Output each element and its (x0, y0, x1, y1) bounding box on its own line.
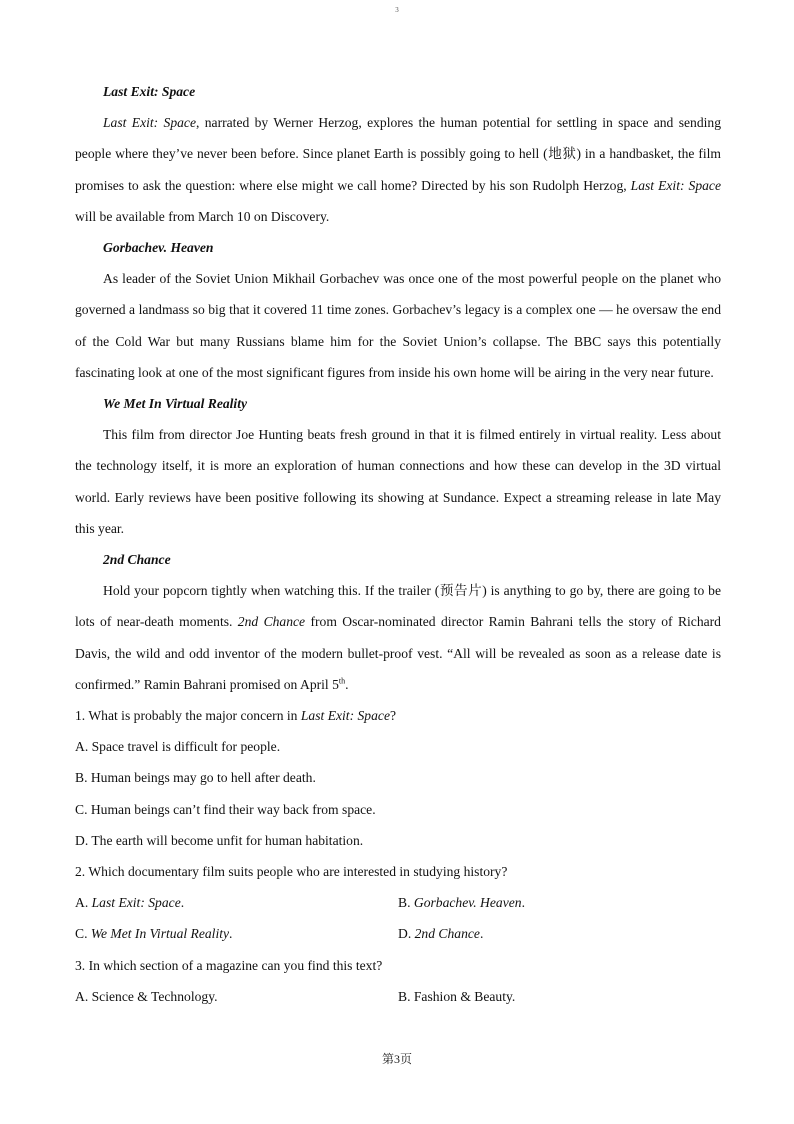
section-body-we-met-in-virtual-reality: This film from director Joe Hunting beats fresh ground in that it is filmed entirely in virtual reality. Less about the technology itself, it is more an exploration of human connections and how these can develop in the 3D virtual world. Early reviews have been positive following its showing at Sundance. Expect a streaming release in late May this year. (75, 427, 721, 536)
question-2-options-row-2 (75, 918, 721, 949)
option-letter: D. (398, 926, 415, 942)
section-body-gorbachev-heaven: As leader of the Soviet Union Mikhail Gorbachev was once one of the most powerful people on the planet who governed a landmass so big that it covered 11 time zones. Gorbachev’s legacy is a complex one — he oversaw the end of the Cold War but many Russians blame him for the Soviet Union’s collapse. The BBC says this potentially fascinating look at one of the most significant figures from inside his own home will be airing in the very near future. (75, 271, 721, 380)
section-title-2nd-chance: 2nd Chance (103, 552, 171, 568)
question-text: ? (389, 708, 397, 724)
question-2-option-c[interactable] (75, 918, 398, 949)
option-film-title: 2nd Chance (414, 926, 480, 942)
document-content (75, 76, 721, 1012)
body-text: Hold your popcorn tightly when watching this. If the trailer (预告片) is anything to go by, there are going to be lots of near-death moments. (75, 583, 721, 630)
film-title-italic: 2nd Chance (237, 614, 306, 630)
question-2-options-row-1 (75, 887, 721, 918)
section-title-we-met-in-virtual-reality: We Met In Virtual Reality (103, 396, 248, 412)
page-top-marker: 3 (395, 6, 399, 14)
section-body-last-exit-space (75, 107, 721, 232)
option-end: . (521, 895, 525, 911)
option-letter: C. (75, 926, 91, 942)
question-2-option-d[interactable] (398, 918, 721, 949)
option-end: . (180, 895, 185, 911)
question-1-option-a[interactable]: A. Space travel is difficult for people. (75, 739, 281, 755)
question-3-option-a[interactable]: A. Science & Technology. (75, 988, 218, 1004)
film-title-italic: Last Exit: Space (300, 708, 390, 724)
question-3-stem: 3. In which section of a magazine can you find this text? (75, 957, 383, 973)
option-film-title: Last Exit: Space (91, 895, 181, 911)
question-2-option-a[interactable] (75, 887, 398, 918)
question-2-stem: 2. Which documentary film suits people who are interested in studying history? (75, 864, 508, 880)
body-text: , narrated by Werner Herzog, explores the human potential for settling in space and sending people where they’ve never been before. Since planet Earth is possibly going to hell (地狱) in a handbasket, the film promises to ask the question: where else might we call home? Directed by his son Rudolph Herzog, (75, 115, 721, 193)
section-title-last-exit-space: Last Exit: Space (103, 84, 196, 99)
question-3-option-b[interactable]: B. Fashion & Beauty. (398, 988, 516, 1004)
question-1-option-b[interactable]: B. Human beings may go to hell after death. (75, 770, 316, 786)
option-end: . (229, 926, 233, 942)
body-text: . (345, 676, 349, 692)
page-number-footer: 第3页 (381, 1052, 412, 1066)
question-1-option-c[interactable]: C. Human beings can’t find their way back from space. (75, 801, 376, 817)
ordinal-superscript: th (338, 676, 346, 686)
question-3-options-row-1 (75, 981, 721, 1012)
film-title-italic: Last Exit: Space (103, 115, 196, 131)
film-title-italic: Last Exit: Space (630, 177, 721, 193)
option-end: . (479, 926, 484, 942)
option-film-title: We Met In Virtual Reality (90, 926, 230, 942)
question-text: 1. What is probably the major concern in (75, 708, 301, 724)
body-text: from Oscar-nominated director Ramin Bahrani tells the story of Richard Davis, the wild and odd inventor of the modern bullet-proof vest. “All will be revealed as soon as a release date is confirmed.” Ramin Bahrani promised on April 5 (75, 614, 721, 692)
option-letter: B. (398, 895, 414, 911)
option-letter: A. (75, 895, 92, 911)
section-title-gorbachev-heaven: Gorbachev. Heaven (103, 240, 214, 256)
question-2-option-b[interactable] (398, 887, 721, 918)
question-1-option-d[interactable]: D. The earth will become unfit for human habitation. (75, 832, 364, 848)
body-text: will be available from March 10 on Discovery. (75, 208, 330, 224)
option-film-title: Gorbachev. Heaven (413, 895, 522, 911)
section-body-2nd-chance (75, 575, 721, 700)
question-1-stem (75, 700, 721, 731)
